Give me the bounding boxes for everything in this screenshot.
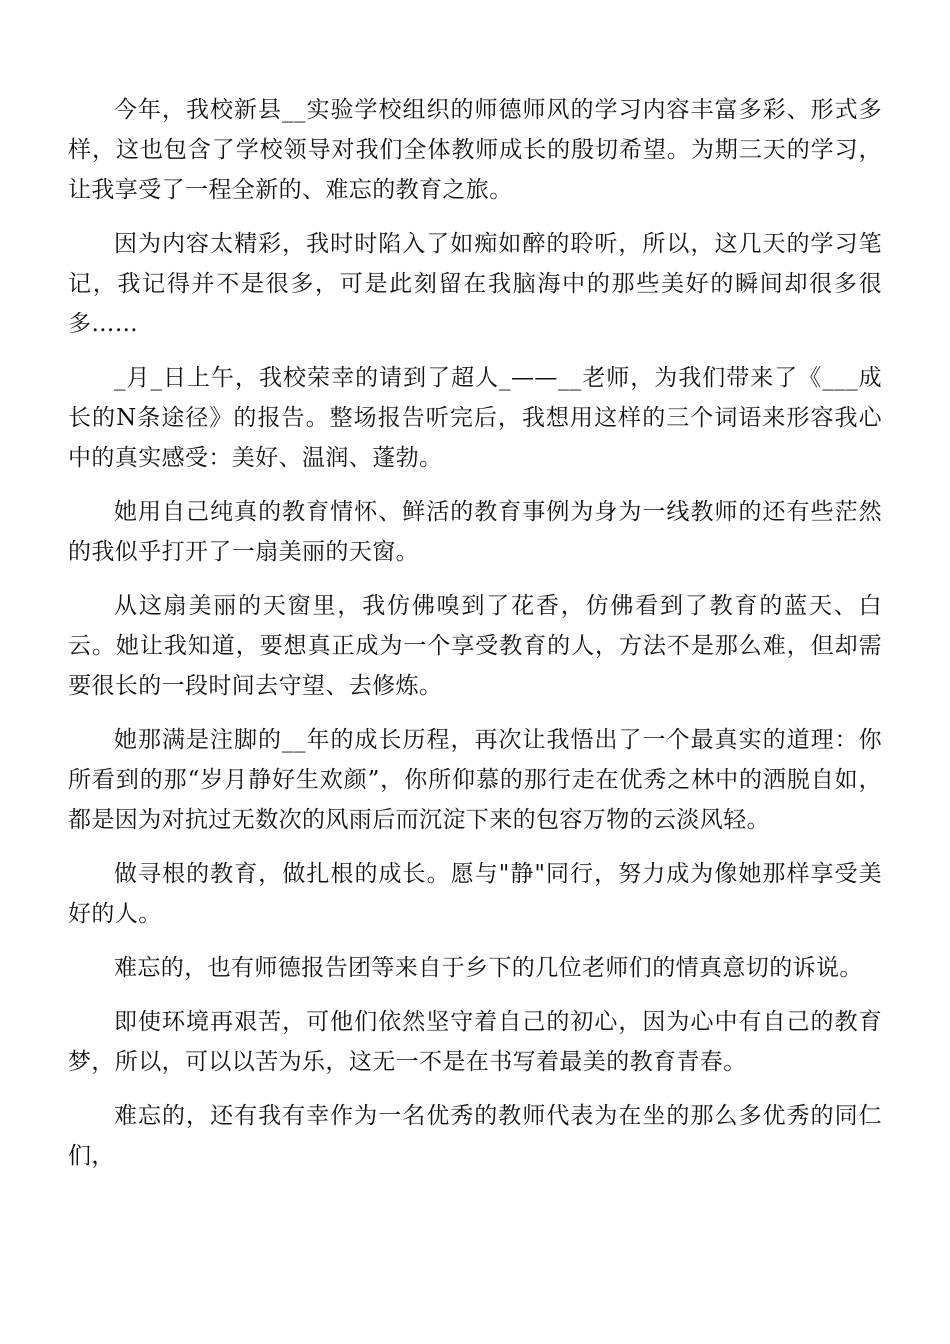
paragraph-7: 做寻根的教育，做扎根的成长。愿与"静"同行，努力成为像她那样享受美好的人。 <box>68 861 882 927</box>
paragraph-4: 她用自己纯真的教育情怀、鲜活的教育事例为身为一线教师的还有些茫然的我似乎打开了一扇美丽的天窗。 <box>68 499 882 565</box>
paragraph-6: 她那满是注脚的__年的成长历程，再次让我悟出了一个最真实的道理：你所看到的那“岁月静好生欢颜”，你所仰慕的那行走在优秀之林中的洒脱自如，都是因为对抗过无数次的风雨后而沉淀下来的包容万物的云淡风轻。 <box>68 727 882 833</box>
paragraph-9: 即使环境再艰苦，可他们依然坚守着自己的初心，因为心中有自己的教育梦，所以，可以以苦为乐，这无一不是在书写着最美的教育青春。 <box>68 1009 882 1075</box>
paragraph-8: 难忘的，也有师德报告团等来自于乡下的几位老师们的情真意切的诉说。 <box>114 955 863 981</box>
paragraph-3: _月_日上午，我校荣幸的请到了超人_——__老师，为我们带来了《___成长的N条途径》的报告。整场报告听完后，我想用这样的三个词语来形容我心中的真实感受：美好、温润、蓬勃。 <box>68 365 882 471</box>
paragraph-2: 因为内容太精彩，我时时陷入了如痴如醉的聆听，所以，这几天的学习笔记，我记得并不是很多，可是此刻留在我脑海中的那些美好的瞬间却很多很多…… <box>68 231 882 337</box>
paragraph-1: 今年，我校新县__实验学校组织的师德师风的学习内容丰富多彩、形式多样，这也包含了学校领导对我们全体教师成长的殷切希望。为期三天的学习，让我享受了一程全新的、难忘的教育之旅。 <box>68 97 882 203</box>
document-page <box>68 90 882 1190</box>
paragraph-10: 难忘的，还有我有幸作为一名优秀的教师代表为在坐的那么多优秀的同仁们， <box>68 1103 882 1169</box>
paragraph-5: 从这扇美丽的天窗里，我仿佛嗅到了花香，仿佛看到了教育的蓝天、白云。她让我知道，要想真正成为一个享受教育的人，方法不是那么难，但却需要很长的一段时间去守望、去修炼。 <box>68 593 882 699</box>
